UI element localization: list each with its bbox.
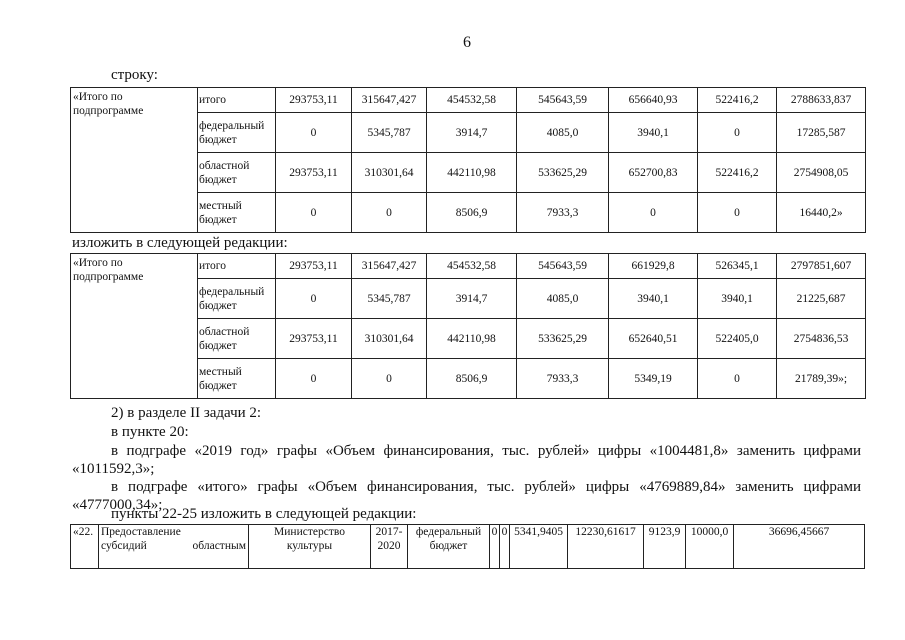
value-cell: 3940,1 xyxy=(609,113,698,153)
amendment-total-line2: «4777000,34»; xyxy=(72,497,163,513)
budget-type: областной бюджет xyxy=(198,319,276,359)
value-cell: 9123,9 xyxy=(644,525,686,569)
event-line2b: областным xyxy=(192,540,246,552)
program-total-label: «Итого по подпрограмме xyxy=(71,88,198,233)
event-line2a: субсидий xyxy=(101,540,147,552)
value-cell: 2754836,53 xyxy=(777,319,866,359)
value-cell: 0 xyxy=(500,525,510,569)
value-cell: 454532,58 xyxy=(427,88,517,113)
budget-type: местный бюджет xyxy=(198,359,276,399)
budget-type: федеральный бюджет xyxy=(198,279,276,319)
table-row xyxy=(71,254,866,279)
value-cell: 7933,3 xyxy=(517,193,609,233)
period-line2: 2020 xyxy=(377,540,401,552)
value-cell: 2797851,607 xyxy=(777,254,866,279)
value-cell: 2788633,837 xyxy=(777,88,866,113)
value-cell: 12230,61617 xyxy=(568,525,644,569)
row-22-table xyxy=(70,524,865,569)
table-row xyxy=(71,88,866,113)
value-cell: 8506,9 xyxy=(427,359,517,399)
total-cell: 36696,45667 xyxy=(734,525,865,569)
value-cell: 545643,59 xyxy=(517,88,609,113)
value-cell: 0 xyxy=(352,359,427,399)
value-cell: 0 xyxy=(698,113,777,153)
budget-type: итого xyxy=(198,88,276,113)
value-cell: 3940,1 xyxy=(609,279,698,319)
value-cell: 293753,11 xyxy=(276,88,352,113)
value-cell: 17285,587 xyxy=(777,113,866,153)
value-cell: 310301,64 xyxy=(352,153,427,193)
period-line1: 2017- xyxy=(375,526,403,538)
value-cell: 442110,98 xyxy=(427,319,517,359)
value-cell: 8506,9 xyxy=(427,193,517,233)
value-cell: 5341,9405 xyxy=(510,525,568,569)
event-name xyxy=(99,525,249,569)
value-cell: 293753,11 xyxy=(276,254,352,279)
value-cell: 533625,29 xyxy=(517,319,609,359)
value-cell: 652700,83 xyxy=(609,153,698,193)
value-cell: 0 xyxy=(352,193,427,233)
value-cell: 3940,1 xyxy=(698,279,777,319)
table-after xyxy=(70,253,866,399)
section-heading: 2) в разделе II задачи 2: xyxy=(111,405,262,421)
value-cell: 5345,787 xyxy=(352,279,427,319)
value-cell: 310301,64 xyxy=(352,319,427,359)
value-cell: 0 xyxy=(276,279,352,319)
program-total-label: «Итого по подпрограмме xyxy=(71,254,198,399)
budget-line1: федеральный xyxy=(415,526,482,538)
budget-type: областной бюджет xyxy=(198,153,276,193)
value-cell: 442110,98 xyxy=(427,153,517,193)
value-cell: 656640,93 xyxy=(609,88,698,113)
intro-before: строку: xyxy=(111,67,158,83)
value-cell: 5345,787 xyxy=(352,113,427,153)
amendment-2019-line2: «1011592,3»; xyxy=(72,461,155,477)
intro-after: изложить в следующей редакции: xyxy=(72,235,288,251)
value-cell: 0 xyxy=(698,359,777,399)
value-cell: 522416,2 xyxy=(698,153,777,193)
value-cell: 0 xyxy=(490,525,500,569)
value-cell: 454532,58 xyxy=(427,254,517,279)
points-22-25-heading: пункты 22-25 изложить в следующей редакции: xyxy=(111,506,417,522)
value-cell: 16440,2» xyxy=(777,193,866,233)
value-cell: 21789,39»; xyxy=(777,359,866,399)
value-cell: 7933,3 xyxy=(517,359,609,399)
value-cell: 315647,427 xyxy=(352,88,427,113)
value-cell: 0 xyxy=(276,359,352,399)
value-cell: 293753,11 xyxy=(276,153,352,193)
value-cell: 3914,7 xyxy=(427,113,517,153)
point-heading: в пункте 20: xyxy=(111,424,189,440)
value-cell: 315647,427 xyxy=(352,254,427,279)
executor: Министерство культуры xyxy=(249,525,371,569)
value-cell: 21225,687 xyxy=(777,279,866,319)
value-cell: 4085,0 xyxy=(517,279,609,319)
value-cell: 526345,1 xyxy=(698,254,777,279)
value-cell: 0 xyxy=(276,193,352,233)
row-number: «22. xyxy=(71,525,99,569)
value-cell: 5349,19 xyxy=(609,359,698,399)
table-row xyxy=(71,525,865,569)
period xyxy=(371,525,408,569)
budget-line2: бюджет xyxy=(429,540,468,552)
page-number: 6 xyxy=(463,34,471,51)
value-cell: 293753,11 xyxy=(276,319,352,359)
amendment-total-line1: в подграфе «итого» графы «Объем финансирования, тыс. рублей» цифры «4769889,84» заменить цифрами xyxy=(111,479,861,495)
table-before xyxy=(70,87,866,233)
amendment-2019-line1: в подграфе «2019 год» графы «Объем финансирования, тыс. рублей» цифры «1004481,8» заменить цифрами xyxy=(111,443,861,459)
budget-source xyxy=(408,525,490,569)
budget-type: федеральный бюджет xyxy=(198,113,276,153)
budget-type: местный бюджет xyxy=(198,193,276,233)
value-cell: 0 xyxy=(276,113,352,153)
value-cell: 10000,0 xyxy=(686,525,734,569)
value-cell: 652640,51 xyxy=(609,319,698,359)
event-line1: Предоставление xyxy=(101,526,181,538)
value-cell: 2754908,05 xyxy=(777,153,866,193)
value-cell: 522416,2 xyxy=(698,88,777,113)
value-cell: 4085,0 xyxy=(517,113,609,153)
budget-type: итого xyxy=(198,254,276,279)
value-cell: 3914,7 xyxy=(427,279,517,319)
value-cell: 522405,0 xyxy=(698,319,777,359)
value-cell: 545643,59 xyxy=(517,254,609,279)
value-cell: 661929,8 xyxy=(609,254,698,279)
value-cell: 533625,29 xyxy=(517,153,609,193)
value-cell: 0 xyxy=(609,193,698,233)
value-cell: 0 xyxy=(698,193,777,233)
